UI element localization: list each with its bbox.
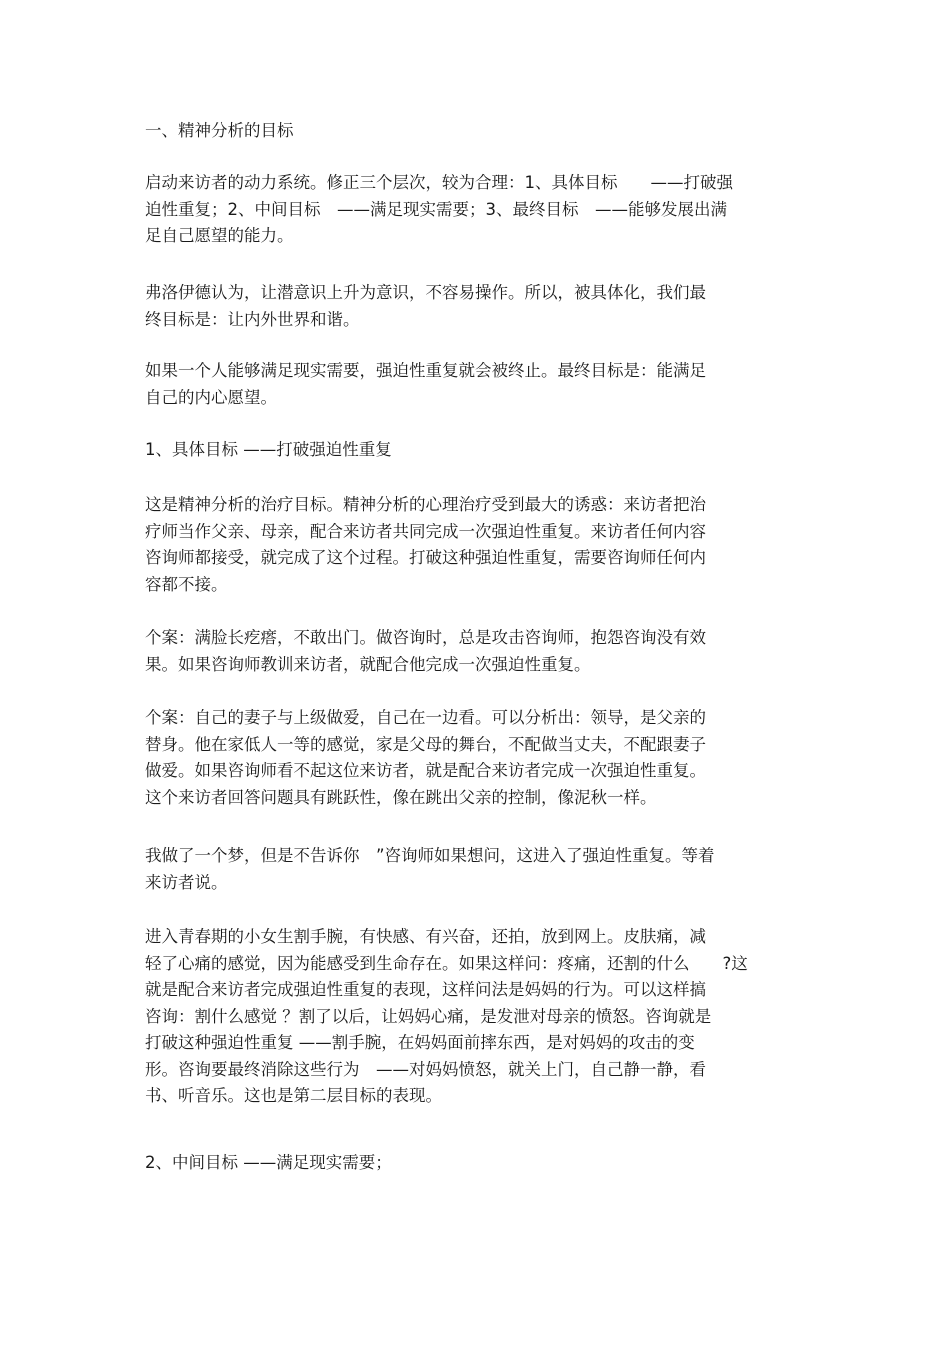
section-heading — [145, 118, 294, 145]
paragraph — [145, 358, 706, 411]
heading-text: 2、中间目标 ——满足现实需要； — [145, 1153, 392, 1172]
paragraph-line: 来访者说。 — [145, 872, 228, 892]
paragraph-line: 做爱。如果咨询师看不起这位来访者，就是配合来访者完成一次强迫性重复。 — [145, 761, 706, 780]
paragraph-line: 弗洛伊德认为，让潜意识上升为意识，不容易操作。所以，被具体化，我们最 — [145, 283, 706, 302]
paragraph — [145, 924, 748, 1110]
paragraph — [145, 705, 706, 811]
paragraph-line: 形。咨询要最终消除这些行为 ——对妈妈愤怒，就关上门，自己静一静，看 — [145, 1059, 706, 1079]
paragraph-line: 打破这种强迫性重复 ——割手腕，在妈妈面前摔东西，是对妈妈的攻击的变 — [145, 1033, 695, 1052]
paragraph-line: 我做了一个梦，但是不告诉你 ”咨询师如果想问，这进入了强迫性重复。等着 — [145, 846, 715, 865]
paragraph-line: 就是配合来访者完成强迫性重复的表现，这样问法是妈妈的行为。可以这样搞 — [145, 980, 706, 999]
paragraph-line: 轻了心痛的感觉，因为能感受到生命存在。如果这样问：疼痛，还割的什么 ?这 — [145, 953, 748, 973]
paragraph-line: 容都不接。 — [145, 574, 228, 594]
paragraph-line: 迫性重复；2、中间目标 ——满足现实需要；3、最终目标 ——能够发展出满 — [145, 199, 727, 219]
paragraph-line: 进入青春期的小女生割手腕，有快感、有兴奋，还拍，放到网上。皮肤痛，减 — [145, 927, 706, 946]
paragraph-line: 书、听音乐。这也是第二层目标的表现。 — [145, 1086, 442, 1105]
paragraph-line: 如果一个人能够满足现实需要，强迫性重复就会被终止。最终目标是：能满足 — [145, 361, 706, 380]
paragraph-line: 这是精神分析的治疗目标。精神分析的心理治疗受到最大的诱惑：来访者把治 — [145, 495, 706, 514]
paragraph-line: 替身。他在家低人一等的感觉，家是父母的舞台，不配做当丈夫，不配跟妻子 — [145, 734, 706, 754]
paragraph-line: 启动来访者的动力系统。修正三个层次，较为合理：1、具体目标 ——打破强 — [145, 173, 733, 192]
paragraph — [145, 625, 706, 678]
paragraph-line: 个案：自己的妻子与上级做爱，自己在一边看。可以分析出：领导，是父亲的 — [145, 708, 706, 727]
paragraph-line: 自己的内心愿望。 — [145, 387, 277, 407]
section-heading — [145, 437, 392, 464]
heading-text: 一、精神分析的目标 — [145, 121, 294, 140]
section-heading — [145, 1150, 392, 1177]
paragraph-line: 足自己愿望的能力。 — [145, 226, 294, 245]
paragraph-line: 果。如果咨询师教训来访者，就配合他完成一次强迫性重复。 — [145, 654, 591, 674]
paragraph — [145, 280, 706, 333]
paragraph — [145, 170, 733, 250]
paragraph-line: 疗师当作父亲、母亲，配合来访者共同完成一次强迫性重复。来访者任何内容 — [145, 521, 706, 541]
paragraph-line: 咨询师都接受，就完成了这个过程。打破这种强迫性重复，需要咨询师任何内 — [145, 548, 706, 567]
paragraph — [145, 843, 715, 896]
paragraph-line: 这个来访者回答问题具有跳跃性，像在跳出父亲的控制，像泥秋一样。 — [145, 787, 657, 807]
paragraph-line: 咨询：割什么感觉 ？割了以后，让妈妈心痛，是发泄对母亲的愤怒。咨询就是 — [145, 1006, 712, 1026]
paragraph — [145, 492, 706, 598]
paragraph-line: 个案：满脸长疙瘩，不敢出门。做咨询时，总是攻击咨询师，抱怨咨询没有效 — [145, 628, 706, 647]
heading-text: 1、具体目标 ——打破强迫性重复 — [145, 440, 392, 459]
paragraph-line: 终目标是：让内外世界和谐。 — [145, 309, 360, 329]
